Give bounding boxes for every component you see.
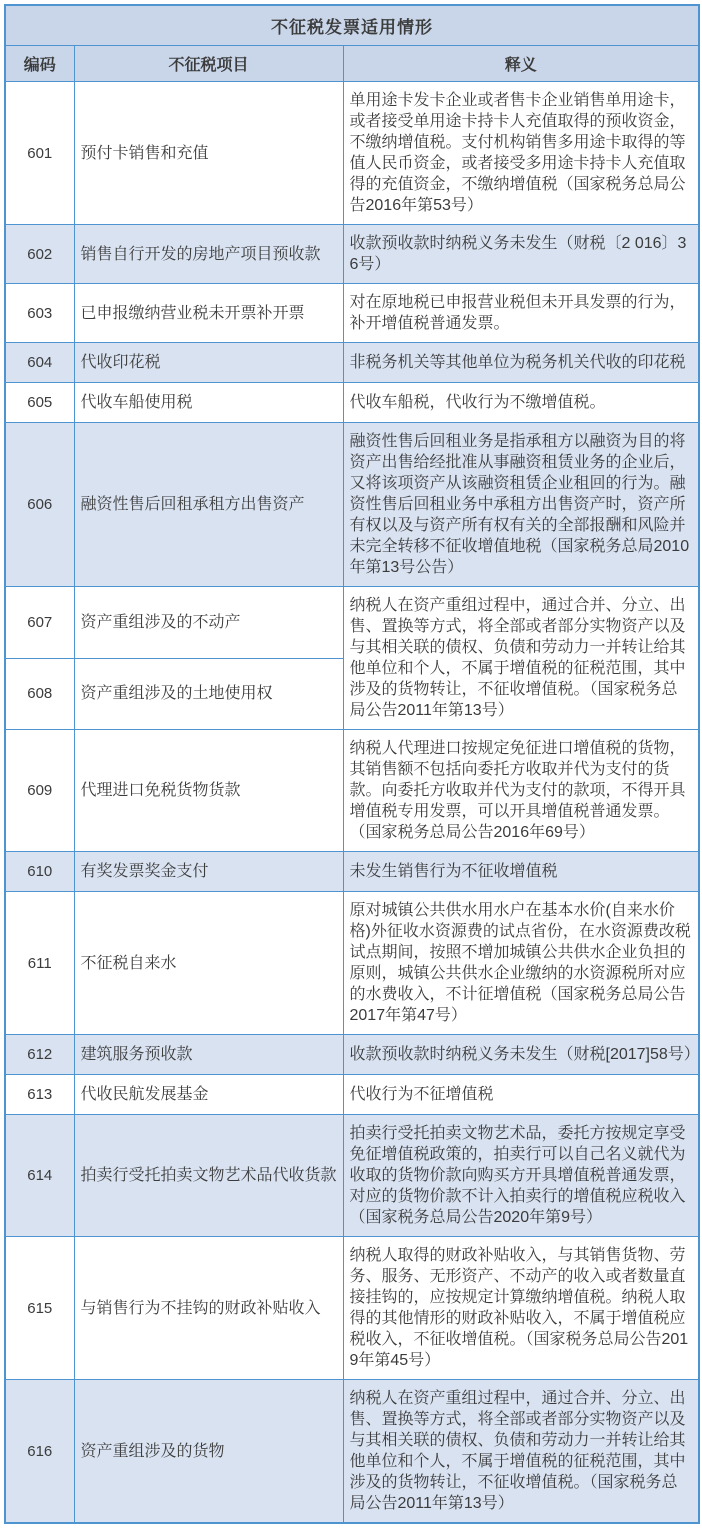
code-cell: 607 — [5, 587, 74, 659]
column-header-desc: 释义 — [343, 46, 699, 82]
table-row — [5, 852, 699, 892]
desc-cell: 收款预收款时纳税义务未发生（财税[2017]58号） — [343, 1035, 699, 1075]
table-row — [5, 82, 699, 225]
item-cell: 销售自行开发的房地产项目预收款 — [74, 225, 343, 284]
non-taxable-invoice-table — [4, 4, 700, 1524]
table-title-row — [5, 5, 699, 46]
code-cell: 602 — [5, 225, 74, 284]
item-cell: 拍卖行受托拍卖文物艺术品代收货款 — [74, 1115, 343, 1237]
item-cell: 不征税自来水 — [74, 892, 343, 1035]
desc-cell: 纳税人在资产重组过程中，通过合并、分立、出售、置换等方式，将全部或者部分实物资产以及与其相关联的债权、负债和劳动力一并转让给其他单位和个人，不属于增值税的征税范围，其中涉及的货物转让，不征收增值税。（国家税务总局公告2011年第13号） — [343, 587, 699, 730]
item-cell: 预付卡销售和充值 — [74, 82, 343, 225]
code-cell: 616 — [5, 1380, 74, 1524]
item-cell: 代理进口免税货物货款 — [74, 730, 343, 852]
desc-cell: 原对城镇公共供水用水户在基本水价(自来水价格)外征收水资源费的试点省份，在水资源费改税试点期间，按照不增加城镇公共供水企业负担的原则，城镇公共供水企业缴纳的水资源税所对应的水费收入，不计征增值税（国家税务总局公告2017年第47号） — [343, 892, 699, 1035]
item-cell: 与销售行为不挂钩的财政补贴收入 — [74, 1237, 343, 1380]
table-row — [5, 343, 699, 383]
table-row — [5, 383, 699, 423]
code-cell: 609 — [5, 730, 74, 852]
code-cell: 614 — [5, 1115, 74, 1237]
item-cell: 有奖发票奖金支付 — [74, 852, 343, 892]
desc-cell: 纳税人代理进口按规定免征进口增值税的货物，其销售额不包括向委托方收取并代为支付的货款。向委托方收取并代为支付的款项，不得开具增值税专用发票，可以开具增值税普通发票。（国家税务总局公告2016年69号） — [343, 730, 699, 852]
desc-cell: 对在原地税已申报营业税但未开具发票的行为，补开增值税普通发票。 — [343, 284, 699, 343]
code-cell: 605 — [5, 383, 74, 423]
item-cell: 代收印花税 — [74, 343, 343, 383]
table-body — [5, 82, 699, 1524]
code-cell: 610 — [5, 852, 74, 892]
table-row — [5, 423, 699, 587]
table-row — [5, 1035, 699, 1075]
item-cell: 建筑服务预收款 — [74, 1035, 343, 1075]
desc-cell: 非税务机关等其他单位为税务机关代收的印花税 — [343, 343, 699, 383]
code-cell: 615 — [5, 1237, 74, 1380]
code-cell: 601 — [5, 82, 74, 225]
table-row — [5, 225, 699, 284]
code-cell: 611 — [5, 892, 74, 1035]
desc-cell: 融资性售后回租业务是指承租方以融资为目的将资产出售给经批准从事融资租赁业务的企业后，又将该项资产从该融资租赁企业租回的行为。融资性售后回租业务中承租方出售资产时，资产所有权以及与资产所有权有关的全部报酬和风险并未完全转移不征收增值地税（国家税务总局2010年第13号公告） — [343, 423, 699, 587]
code-cell: 613 — [5, 1075, 74, 1115]
column-header-item: 不征税项目 — [74, 46, 343, 82]
desc-cell: 代收车船税，代收行为不缴增值税。 — [343, 383, 699, 423]
item-cell: 融资性售后回租承租方出售资产 — [74, 423, 343, 587]
table-title: 不征税发票适用情形 — [5, 5, 699, 46]
table-row — [5, 284, 699, 343]
table-row — [5, 1380, 699, 1524]
table-row — [5, 587, 699, 659]
desc-cell: 单用途卡发卡企业或者售卡企业销售单用途卡，或者接受单用途卡持卡人充值取得的预收资金，不缴纳增值税。支付机构销售多用途卡取得的等值人民币资金，或者接受多用途卡持卡人充值取得的充值资金，不缴纳增值税（国家税务总局公告2016年第53号） — [343, 82, 699, 225]
item-cell: 代收车船使用税 — [74, 383, 343, 423]
desc-cell: 纳税人取得的财政补贴收入，与其销售货物、劳务、服务、无形资产、不动产的收入或者数量直接挂钩的，应按规定计算缴纳增值税。纳税人取得的其他情形的财政补贴收入，不属于增值税应税收入，不征收增值税。（国家税务总局公告2019年第45号） — [343, 1237, 699, 1380]
code-cell: 604 — [5, 343, 74, 383]
desc-cell: 未发生销售行为不征收增值税 — [343, 852, 699, 892]
desc-cell: 拍卖行受托拍卖文物艺术品，委托方按规定享受免征增值税政策的，拍卖行可以自己名义就代为收取的货物价款向购买方开具增值税普通发票，对应的货物价款不计入拍卖行的增值税应税收入（国家税务总局公告2020年第9号） — [343, 1115, 699, 1237]
table-row — [5, 892, 699, 1035]
desc-cell: 代收行为不征增值税 — [343, 1075, 699, 1115]
code-cell: 608 — [5, 658, 74, 730]
code-cell: 612 — [5, 1035, 74, 1075]
table-row — [5, 1237, 699, 1380]
desc-cell: 纳税人在资产重组过程中，通过合并、分立、出售、置换等方式，将全部或者部分实物资产以及与其相关联的债权、负债和劳动力一并转让给其他单位和个人，不属于增值税的征税范围，其中涉及的货物转让，不征收增值税。（国家税务总局公告2011年第13号） — [343, 1380, 699, 1524]
code-cell: 606 — [5, 423, 74, 587]
desc-cell: 收款预收款时纳税义务未发生（财税〔2 016〕36号） — [343, 225, 699, 284]
item-cell: 资产重组涉及的货物 — [74, 1380, 343, 1524]
table-row — [5, 730, 699, 852]
item-cell: 代收民航发展基金 — [74, 1075, 343, 1115]
column-header-code: 编码 — [5, 46, 74, 82]
table-header-row — [5, 46, 699, 82]
table-row — [5, 1075, 699, 1115]
code-cell: 603 — [5, 284, 74, 343]
item-cell: 资产重组涉及的土地使用权 — [74, 658, 343, 730]
item-cell: 已申报缴纳营业税未开票补开票 — [74, 284, 343, 343]
item-cell: 资产重组涉及的不动产 — [74, 587, 343, 659]
table-row — [5, 1115, 699, 1237]
